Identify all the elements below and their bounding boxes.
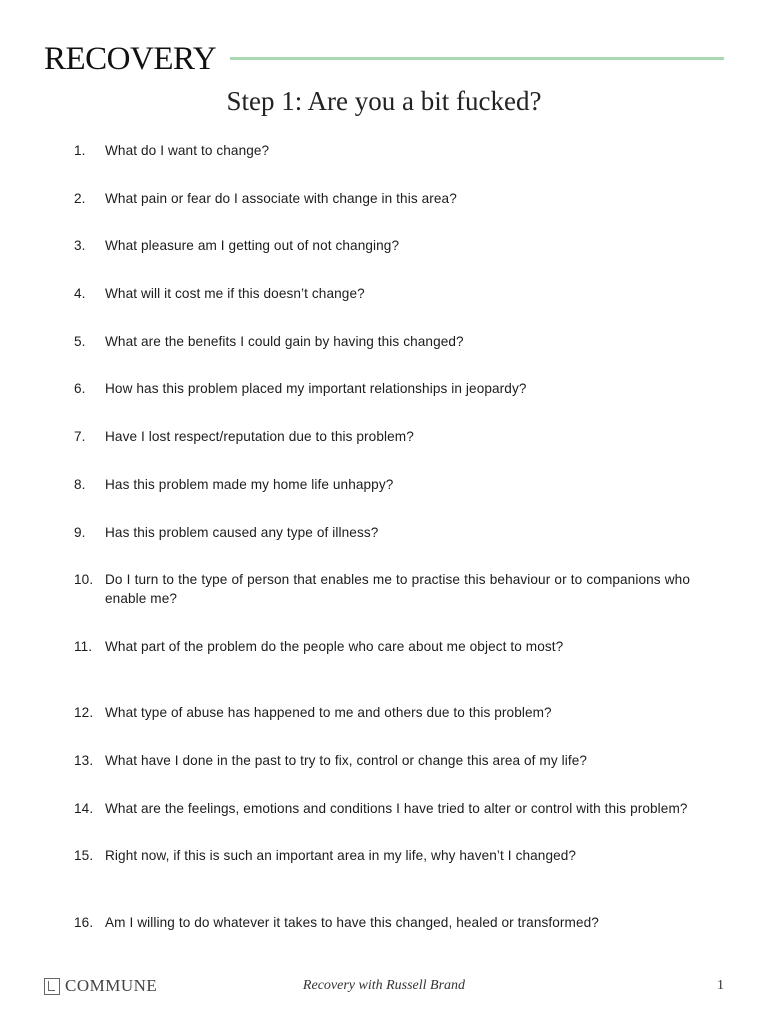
question-number: 5. xyxy=(74,333,86,349)
question-text: Has this problem made my home life unhappy? xyxy=(105,476,394,492)
question-item xyxy=(74,475,690,494)
question-item xyxy=(74,799,690,818)
question-item xyxy=(74,703,690,722)
question-item xyxy=(74,751,690,770)
question-number: 9. xyxy=(74,524,86,540)
question-text: What are the feelings, emotions and conditions I have tried to alter or control with this problem? xyxy=(105,800,688,816)
question-text: Has this problem caused any type of illness? xyxy=(105,524,379,540)
logo-text: COMMUNE xyxy=(65,976,158,995)
question-number: 8. xyxy=(74,476,86,492)
page-title: Step 1: Are you a bit fucked? xyxy=(226,86,542,116)
question-text: What type of abuse has happened to me and others due to this problem? xyxy=(105,705,552,721)
question-item xyxy=(74,379,690,398)
page-number: 1 xyxy=(717,978,724,993)
question-number: 1. xyxy=(74,143,86,158)
question-number: 16. xyxy=(74,914,94,930)
question-text: How has this problem placed my important relationships in jeopardy? xyxy=(105,381,527,397)
question-number: 11. xyxy=(74,638,93,654)
question-text: What have I done in the past to try to fix, control or change this area of my life? xyxy=(105,753,588,769)
page-footer xyxy=(44,974,724,1000)
question-item xyxy=(74,570,690,608)
header-rule xyxy=(230,57,724,60)
question-text: What part of the problem do the people who care about me object to most? xyxy=(105,638,564,654)
question-text: What pain or fear do I associate with change in this area? xyxy=(105,190,457,206)
question-item xyxy=(74,141,690,160)
question-number: 7. xyxy=(74,429,86,445)
question-text: What do I want to change? xyxy=(105,143,270,158)
question-number: 3. xyxy=(74,238,86,254)
footer-caption: Recovery with Russell Brand xyxy=(302,978,466,993)
question-number: 10. xyxy=(74,572,94,588)
question-number: 13. xyxy=(74,753,94,769)
question-text: What will it cost me if this doesn’t change? xyxy=(105,286,365,302)
question-item xyxy=(74,284,690,303)
question-text: Do I turn to the type of person that enables me to practise this behaviour or to companions who enable me? xyxy=(105,572,690,607)
page-header xyxy=(44,36,724,80)
question-item xyxy=(74,332,690,351)
question-number: 4. xyxy=(74,286,86,302)
question-item xyxy=(74,637,690,656)
question-text: Right now, if this is such an important area in my life, why haven’t I changed? xyxy=(105,848,577,864)
question-number: 12. xyxy=(74,705,94,721)
question-number: 15. xyxy=(74,848,94,864)
question-item xyxy=(74,913,690,932)
question-number: 6. xyxy=(74,381,86,397)
question-text: What pleasure am I getting out of not changing? xyxy=(105,238,400,254)
question-list xyxy=(74,141,690,932)
brand-title: RECOVERY xyxy=(44,41,217,77)
question-text: Have I lost respect/reputation due to this problem? xyxy=(105,429,414,445)
question-text: What are the benefits I could gain by having this changed? xyxy=(105,333,464,349)
question-text: Am I willing to do whatever it takes to have this changed, healed or transformed? xyxy=(105,914,599,930)
question-item xyxy=(74,236,690,255)
question-item xyxy=(74,427,690,446)
question-number: 2. xyxy=(74,190,86,206)
question-item xyxy=(74,523,690,542)
question-item xyxy=(74,189,690,208)
question-item xyxy=(74,846,690,865)
question-number: 14. xyxy=(74,800,94,816)
